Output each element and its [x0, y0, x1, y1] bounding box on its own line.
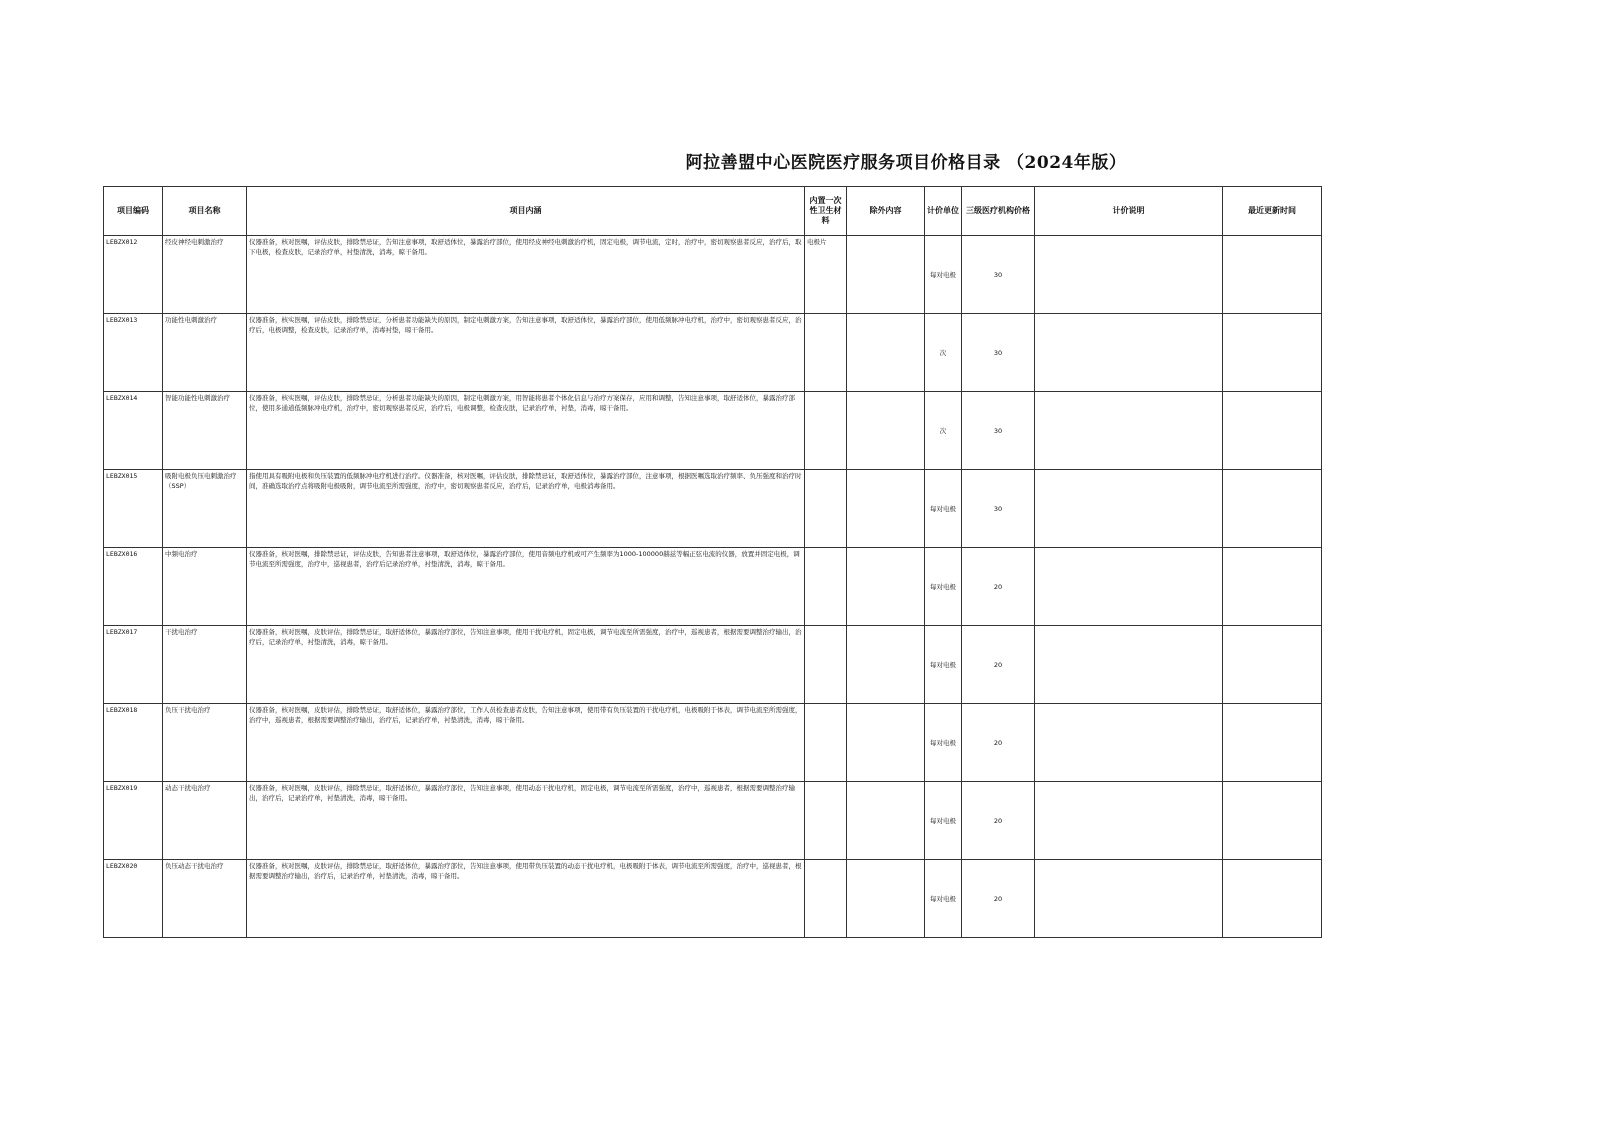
cell-code: LEBZX014: [104, 392, 163, 470]
cell-price: 30: [962, 470, 1035, 548]
cell-updated: [1223, 626, 1322, 704]
cell-note: [1035, 782, 1223, 860]
cell-note: [1035, 626, 1223, 704]
cell-code: LEBZX013: [104, 314, 163, 392]
cell-name: 智能功能性电刺激治疗: [163, 392, 247, 470]
cell-content: 仪器准备，核实医嘱，评估皮肤，排除禁忌证，分析患者功能缺失的原因，制定电刺激方案，告知注意事项，取舒适体位，暴露治疗部位，使用低频脉冲电疗机，治疗中，密切观察患者反应，治疗后，电极调整，检查皮肤，记录治疗单，消毒衬垫，晾干备用。: [247, 314, 805, 392]
cell-content: 指使用具有吸附电极和负压装置的低频脉冲电疗机进行治疗。仪器准备，核对医嘱，评估皮肤，排除禁忌证，取舒适体位，暴露治疗部位，注意事项，根据医嘱选取治疗频率、负压强度和治疗时间，准确选取治疗点将吸附电极吸附，调节电流至所需强度，治疗中，密切观察患者反应，治疗后，记录治疗单，电极消毒备用。: [247, 470, 805, 548]
cell-content: 仪器准备，核对医嘱，皮肤评估，排除禁忌证，取舒适体位，暴露治疗部位，告知注意事项，使用干扰电疗机，固定电极，调节电流至所需强度，治疗中，巡视患者，根据需要调整治疗输出，治疗后，记录治疗单，衬垫清洗，消毒，晾干备用。: [247, 626, 805, 704]
cell-excluded: [847, 236, 925, 314]
cell-unit: 每对电极: [925, 548, 962, 626]
cell-content: 仪器准备，核对医嘱，评估皮肤，排除禁忌证，告知注意事项，取舒适体位，暴露治疗部位，使用经皮神经电刺激治疗机，固定电极，调节电流，定时，治疗中，密切观察患者反应，治疗后，取下电极，检查皮肤，记录治疗单，衬垫清洗，消毒，晾干备用。: [247, 236, 805, 314]
cell-name: 负压干扰电治疗: [163, 704, 247, 782]
cell-code: LEBZX019: [104, 782, 163, 860]
cell-note: [1035, 704, 1223, 782]
header-code: 项目编码: [104, 187, 163, 236]
table-row: [104, 314, 1322, 392]
cell-unit: 每对电极: [925, 236, 962, 314]
cell-updated: [1223, 236, 1322, 314]
cell-excluded: [847, 470, 925, 548]
cell-unit: 每对电极: [925, 782, 962, 860]
cell-content: 仪器准备，核对医嘱，排除禁忌证，评估皮肤，告知患者注意事项，取舒适体位，暴露治疗部位，使用音频电疗机或可产生频率为1000-100000赫兹等幅正弦电流的仪器，放置并固定电极，调节电流至所需强度，治疗中，巡视患者，治疗后记录治疗单，衬垫清洗，消毒，晾干备用。: [247, 548, 805, 626]
cell-note: [1035, 470, 1223, 548]
cell-materials: [805, 782, 847, 860]
cell-unit: 每对电极: [925, 860, 962, 938]
cell-name: 经皮神经电刺激治疗: [163, 236, 247, 314]
cell-code: LEBZX017: [104, 626, 163, 704]
cell-content: 仪器准备，核对医嘱，皮肤评估，排除禁忌证，取舒适体位，暴露治疗部位，工作人员检查患者皮肤，告知注意事项，使用带有负压装置的干扰电疗机，电极吸附于体表，调节电流至所需强度，治疗中，巡视患者，根据需要调整治疗输出，治疗后，记录治疗单，衬垫清洗，消毒，晾干备用。: [247, 704, 805, 782]
cell-unit: 每对电极: [925, 626, 962, 704]
cell-name: 吸附电极负压电刺激治疗（SSP）: [163, 470, 247, 548]
cell-price: 30: [962, 236, 1035, 314]
cell-code: LEBZX016: [104, 548, 163, 626]
cell-note: [1035, 314, 1223, 392]
header-note: 计价说明: [1035, 187, 1223, 236]
cell-updated: [1223, 782, 1322, 860]
cell-content: 仪器准备，核实医嘱，评估皮肤，排除禁忌证，分析患者功能缺失的原因，制定电刺激方案，用智能将患者个体化信息与治疗方案保存，应用和调整，告知注意事项，取舒适体位，暴露治疗部位，使用多通道低频脉冲电疗机，治疗中，密切观察患者反应，治疗后，电极调整，检查皮肤，记录治疗单，衬垫，消毒，晾干备用。: [247, 392, 805, 470]
cell-price: 20: [962, 626, 1035, 704]
cell-note: [1035, 860, 1223, 938]
header-updated: 最近更新时间: [1223, 187, 1322, 236]
cell-note: [1035, 548, 1223, 626]
cell-price: 20: [962, 704, 1035, 782]
cell-content: 仪器准备，核对医嘱，皮肤评估，排除禁忌证，取舒适体位，暴露治疗部位，告知注意事项，使用动态干扰电疗机，固定电极，调节电流至所需强度，治疗中，巡视患者，根据需要调整治疗输出，治疗后，记录治疗单，衬垫清洗，消毒，晾干备用。: [247, 782, 805, 860]
cell-materials: [805, 392, 847, 470]
cell-materials: 电极片: [805, 236, 847, 314]
price-catalog-table: [103, 186, 1322, 938]
cell-materials: [805, 860, 847, 938]
cell-code: LEBZX015: [104, 470, 163, 548]
cell-excluded: [847, 314, 925, 392]
header-excluded: 除外内容: [847, 187, 925, 236]
cell-excluded: [847, 860, 925, 938]
cell-updated: [1223, 392, 1322, 470]
cell-unit: 次: [925, 314, 962, 392]
cell-unit: 每对电极: [925, 704, 962, 782]
table-row: [104, 548, 1322, 626]
table-row: [104, 236, 1322, 314]
cell-updated: [1223, 860, 1322, 938]
cell-excluded: [847, 704, 925, 782]
cell-price: 30: [962, 392, 1035, 470]
cell-materials: [805, 470, 847, 548]
cell-note: [1035, 236, 1223, 314]
cell-materials: [805, 704, 847, 782]
cell-updated: [1223, 314, 1322, 392]
cell-excluded: [847, 626, 925, 704]
cell-materials: [805, 548, 847, 626]
cell-name: 负压动态干扰电治疗: [163, 860, 247, 938]
cell-name: 干扰电治疗: [163, 626, 247, 704]
cell-excluded: [847, 548, 925, 626]
cell-updated: [1223, 548, 1322, 626]
cell-name: 动态干扰电治疗: [163, 782, 247, 860]
header-price: 三级医疗机构价格: [962, 187, 1035, 236]
cell-unit: 每对电极: [925, 470, 962, 548]
table-row: [104, 782, 1322, 860]
cell-updated: [1223, 704, 1322, 782]
cell-code: LEBZX018: [104, 704, 163, 782]
cell-price: 20: [962, 548, 1035, 626]
cell-materials: [805, 314, 847, 392]
cell-updated: [1223, 470, 1322, 548]
header-content: 项目内涵: [247, 187, 805, 236]
table-row: [104, 392, 1322, 470]
cell-name: 功能性电刺激治疗: [163, 314, 247, 392]
table-header-row: [104, 187, 1322, 236]
cell-price: 20: [962, 860, 1035, 938]
cell-price: 20: [962, 782, 1035, 860]
header-materials: 内置一次性卫生材料: [805, 187, 847, 236]
header-name: 项目名称: [163, 187, 247, 236]
table-row: [104, 626, 1322, 704]
cell-name: 中频电治疗: [163, 548, 247, 626]
document-title: 阿拉善盟中心医院医疗服务项目价格目录 （2024年版）: [685, 153, 1127, 173]
cell-code: LEBZX012: [104, 236, 163, 314]
header-unit: 计价单位: [925, 187, 962, 236]
cell-content: 仪器准备，核对医嘱，皮肤评估，排除禁忌证，取舒适体位，暴露治疗部位，告知注意事项，使用带负压装置的动态干扰电疗机，电极吸附于体表，调节电流至所需强度，治疗中，巡视患者，根据需要调整治疗输出，治疗后，记录治疗单，衬垫清洗，消毒，晾干备用。: [247, 860, 805, 938]
cell-price: 30: [962, 314, 1035, 392]
cell-code: LEBZX020: [104, 860, 163, 938]
cell-materials: [805, 626, 847, 704]
cell-unit: 次: [925, 392, 962, 470]
cell-note: [1035, 392, 1223, 470]
cell-excluded: [847, 782, 925, 860]
cell-excluded: [847, 392, 925, 470]
table-row: [104, 470, 1322, 548]
table-row: [104, 860, 1322, 938]
table-row: [104, 704, 1322, 782]
